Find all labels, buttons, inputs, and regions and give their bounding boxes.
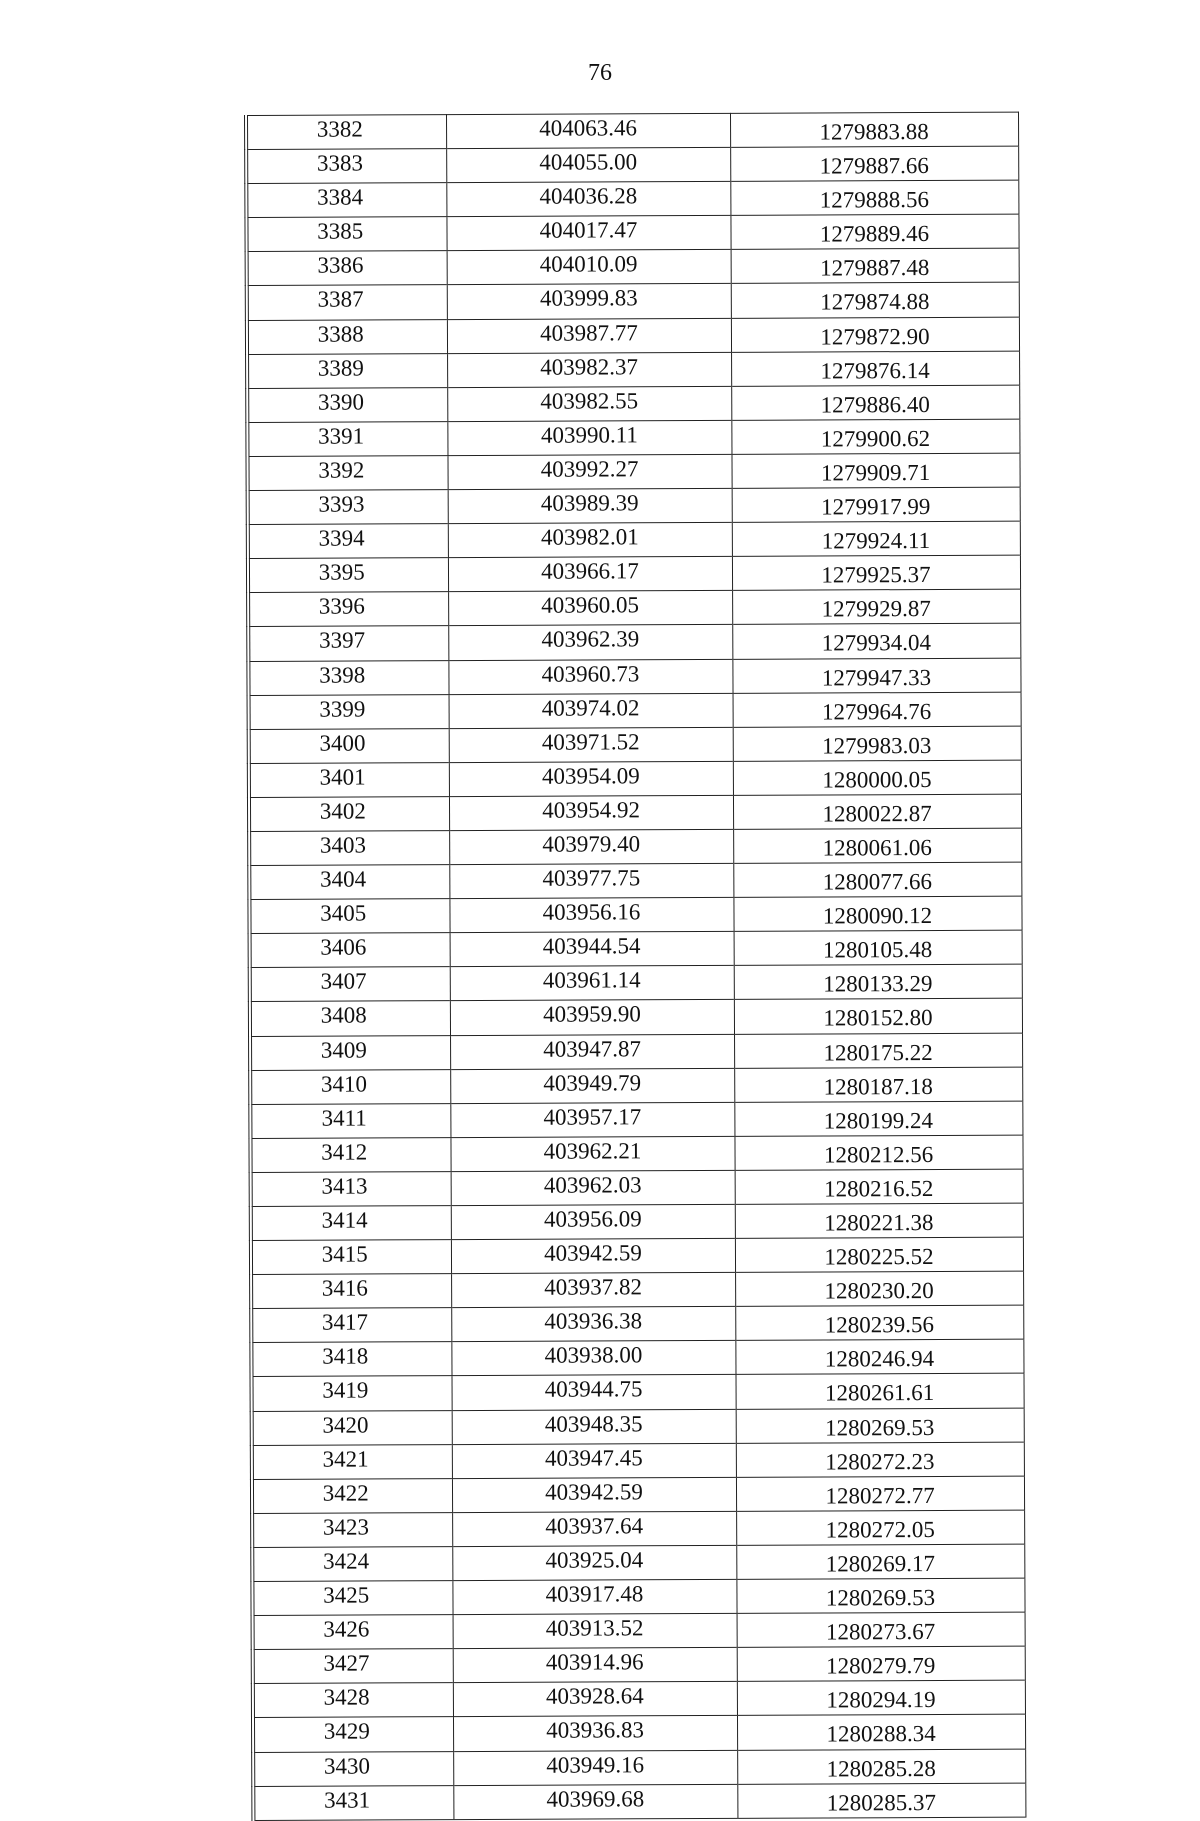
- x-coordinate-cell: 403954.92: [449, 795, 733, 830]
- point-number-cell: 3392: [247, 456, 447, 491]
- x-coordinate-cell: 403966.17: [448, 557, 732, 592]
- x-coordinate-cell: 404055.00: [446, 147, 730, 182]
- y-coordinate-cell: 1280269.53: [736, 1578, 1024, 1613]
- table-row: [247, 283, 1019, 320]
- x-coordinate-cell: 403942.59: [451, 1238, 735, 1273]
- point-number-cell: 3394: [248, 524, 448, 559]
- y-coordinate-cell: 1279886.40: [731, 385, 1019, 420]
- point-number-cell: 3430: [253, 1751, 453, 1786]
- table-row: [250, 1135, 1022, 1172]
- y-coordinate-cell: 1280221.38: [735, 1203, 1023, 1238]
- table-row: [246, 112, 1018, 149]
- y-coordinate-cell: 1279964.76: [733, 692, 1021, 727]
- x-coordinate-cell: 403987.77: [447, 318, 731, 353]
- coordinates-table: [244, 112, 1026, 1821]
- x-coordinate-cell: 403938.00: [451, 1341, 735, 1376]
- x-coordinate-cell: 403977.75: [449, 863, 733, 898]
- table-row: [247, 248, 1019, 285]
- point-number-cell: 3387: [247, 285, 447, 320]
- x-coordinate-cell: 403992.27: [447, 454, 731, 489]
- y-coordinate-cell: 1279876.14: [731, 351, 1019, 386]
- x-coordinate-cell: 404010.09: [447, 250, 731, 285]
- point-number-cell: 3403: [249, 831, 449, 866]
- x-coordinate-cell: 403949.16: [453, 1750, 737, 1785]
- table-row: [253, 1646, 1025, 1683]
- y-coordinate-cell: 1280294.19: [737, 1680, 1025, 1715]
- point-number-cell: 3427: [253, 1649, 453, 1684]
- y-coordinate-cell: 1280061.06: [733, 828, 1021, 863]
- point-number-cell: 3412: [250, 1137, 450, 1172]
- y-coordinate-cell: 1279925.37: [732, 555, 1020, 590]
- x-coordinate-cell: 403944.54: [450, 932, 734, 967]
- x-coordinate-cell: 403954.09: [449, 761, 733, 796]
- y-coordinate-cell: 1280000.05: [733, 760, 1021, 795]
- x-coordinate-cell: 403947.45: [452, 1443, 736, 1478]
- y-coordinate-cell: 1279924.11: [732, 521, 1020, 556]
- table-row: [247, 317, 1019, 354]
- table-row: [250, 1067, 1022, 1104]
- y-coordinate-cell: 1280212.56: [734, 1135, 1022, 1170]
- point-number-cell: 3417: [251, 1308, 451, 1343]
- point-number-cell: 3420: [252, 1410, 452, 1445]
- point-number-cell: 3429: [253, 1717, 453, 1752]
- point-number-cell: 3388: [247, 319, 447, 354]
- point-number-cell: 3413: [251, 1172, 451, 1207]
- y-coordinate-cell: 1280285.37: [737, 1783, 1025, 1818]
- table-row: [251, 1271, 1023, 1308]
- x-coordinate-cell: 403962.03: [451, 1170, 735, 1205]
- y-coordinate-cell: 1280272.23: [736, 1442, 1024, 1477]
- page-number: 76: [588, 60, 612, 86]
- point-number-cell: 3385: [246, 217, 446, 252]
- y-coordinate-cell: 1279887.48: [731, 248, 1019, 283]
- x-coordinate-cell: 403913.52: [453, 1613, 737, 1648]
- table-row: [248, 589, 1020, 626]
- point-number-cell: 3408: [250, 1001, 450, 1036]
- x-coordinate-cell: 403990.11: [447, 420, 731, 455]
- point-number-cell: 3383: [246, 149, 446, 184]
- point-number-cell: 3422: [252, 1478, 452, 1513]
- table-row: [253, 1715, 1025, 1752]
- y-coordinate-cell: 1279934.04: [732, 624, 1020, 659]
- table-row: [252, 1578, 1024, 1615]
- table-row: [247, 351, 1019, 388]
- table-row: [249, 760, 1021, 797]
- y-coordinate-cell: 1279888.56: [730, 180, 1018, 215]
- table-row: [251, 1305, 1023, 1342]
- table-row: [248, 555, 1020, 592]
- y-coordinate-cell: 1279947.33: [732, 658, 1020, 693]
- y-coordinate-cell: 1280230.20: [735, 1271, 1023, 1306]
- x-coordinate-cell: 403944.75: [452, 1375, 736, 1410]
- point-number-cell: 3428: [253, 1683, 453, 1718]
- table-row: [249, 726, 1021, 763]
- point-number-cell: 3382: [246, 115, 446, 150]
- table-row: [253, 1612, 1025, 1649]
- x-coordinate-cell: 403947.87: [450, 1034, 734, 1069]
- point-number-cell: 3431: [253, 1785, 453, 1820]
- x-coordinate-cell: 403989.39: [448, 488, 732, 523]
- table-row: [246, 214, 1018, 251]
- x-coordinate-cell: 403982.37: [447, 352, 731, 387]
- table-row: [251, 1339, 1023, 1376]
- y-coordinate-cell: 1280175.22: [734, 1033, 1022, 1068]
- table-row: [248, 658, 1020, 695]
- y-coordinate-cell: 1279887.66: [730, 146, 1018, 181]
- y-coordinate-cell: 1280216.52: [735, 1169, 1023, 1204]
- y-coordinate-cell: 1279900.62: [731, 419, 1019, 454]
- table-row: [251, 1203, 1023, 1240]
- table-row: [249, 692, 1021, 729]
- y-coordinate-cell: 1279909.71: [731, 453, 1019, 488]
- table-row: [251, 1169, 1023, 1206]
- x-coordinate-cell: 403917.48: [452, 1579, 736, 1614]
- table-row: [250, 964, 1022, 1001]
- x-coordinate-cell: 403914.96: [453, 1648, 737, 1683]
- x-coordinate-cell: 403949.79: [450, 1068, 734, 1103]
- x-coordinate-cell: 404017.47: [446, 216, 730, 251]
- point-number-cell: 3426: [253, 1615, 453, 1650]
- point-number-cell: 3389: [247, 353, 447, 388]
- point-number-cell: 3409: [250, 1035, 450, 1070]
- table-row: [252, 1408, 1024, 1445]
- x-coordinate-cell: 403982.55: [447, 386, 731, 421]
- table-row: [252, 1476, 1024, 1513]
- point-number-cell: 3402: [249, 796, 449, 831]
- x-coordinate-cell: 404063.46: [446, 113, 730, 148]
- x-coordinate-cell: 403962.21: [450, 1136, 734, 1171]
- x-coordinate-cell: 403956.09: [451, 1204, 735, 1239]
- y-coordinate-cell: 1280273.67: [737, 1612, 1025, 1647]
- point-number-cell: 3419: [252, 1376, 452, 1411]
- table-row: [250, 1033, 1022, 1070]
- point-number-cell: 3393: [248, 490, 448, 525]
- y-coordinate-cell: 1280199.24: [734, 1101, 1022, 1136]
- y-coordinate-cell: 1279917.99: [732, 487, 1020, 522]
- x-coordinate-cell: 403936.38: [451, 1307, 735, 1342]
- y-coordinate-cell: 1280269.17: [736, 1544, 1024, 1579]
- x-coordinate-cell: 403971.52: [449, 727, 733, 762]
- table-row: [252, 1544, 1024, 1581]
- y-coordinate-cell: 1280285.28: [737, 1749, 1025, 1784]
- y-coordinate-cell: 1279872.90: [731, 317, 1019, 352]
- y-coordinate-cell: 1280261.61: [736, 1374, 1024, 1409]
- y-coordinate-cell: 1280272.05: [736, 1510, 1024, 1545]
- table-row: [246, 180, 1018, 217]
- table-row: [248, 487, 1020, 524]
- table-row: [250, 1101, 1022, 1138]
- x-coordinate-cell: 403960.05: [448, 591, 732, 626]
- table-row: [250, 930, 1022, 967]
- point-number-cell: 3406: [250, 933, 450, 968]
- y-coordinate-cell: 1280187.18: [734, 1067, 1022, 1102]
- point-number-cell: 3418: [251, 1342, 451, 1377]
- point-number-cell: 3405: [249, 899, 449, 934]
- table-row: [253, 1783, 1025, 1820]
- x-coordinate-cell: 403942.59: [452, 1477, 736, 1512]
- y-coordinate-cell: 1279889.46: [730, 214, 1018, 249]
- x-coordinate-cell: 403959.90: [450, 1000, 734, 1035]
- table-row: [251, 1237, 1023, 1274]
- x-coordinate-cell: 403969.68: [453, 1784, 737, 1819]
- x-coordinate-cell: 403937.82: [451, 1273, 735, 1308]
- y-coordinate-cell: 1280269.53: [736, 1408, 1024, 1443]
- table-row: [247, 453, 1019, 490]
- point-number-cell: 3421: [252, 1444, 452, 1479]
- y-coordinate-cell: 1280225.52: [735, 1237, 1023, 1272]
- point-number-cell: 3384: [246, 183, 446, 218]
- x-coordinate-cell: 403956.16: [449, 898, 733, 933]
- x-coordinate-cell: 403937.64: [452, 1511, 736, 1546]
- point-number-cell: 3398: [248, 660, 448, 695]
- table-row: [248, 624, 1020, 661]
- point-number-cell: 3390: [247, 387, 447, 422]
- table-row: [252, 1442, 1024, 1479]
- x-coordinate-cell: 403961.14: [450, 966, 734, 1001]
- y-coordinate-cell: 1280090.12: [733, 896, 1021, 931]
- x-coordinate-cell: 403962.39: [448, 625, 732, 660]
- coordinates-table-body: [246, 112, 1025, 1820]
- y-coordinate-cell: 1280272.77: [736, 1476, 1024, 1511]
- x-coordinate-cell: 403999.83: [447, 284, 731, 319]
- table-row: [249, 794, 1021, 831]
- table-row: [250, 999, 1022, 1036]
- point-number-cell: 3414: [251, 1206, 451, 1241]
- x-coordinate-cell: 403928.64: [453, 1682, 737, 1717]
- table-row: [247, 419, 1019, 456]
- table-row: [249, 896, 1021, 933]
- point-number-cell: 3423: [252, 1512, 452, 1547]
- y-coordinate-cell: 1279929.87: [732, 589, 1020, 624]
- table-row: [252, 1510, 1024, 1547]
- point-number-cell: 3416: [251, 1274, 451, 1309]
- x-coordinate-cell: 403948.35: [452, 1409, 736, 1444]
- x-coordinate-cell: 403982.01: [448, 523, 732, 558]
- point-number-cell: 3391: [247, 421, 447, 456]
- point-number-cell: 3411: [250, 1103, 450, 1138]
- point-number-cell: 3386: [247, 251, 447, 286]
- x-coordinate-cell: 403957.17: [450, 1102, 734, 1137]
- y-coordinate-cell: 1279874.88: [731, 283, 1019, 318]
- table-row: [246, 146, 1018, 183]
- x-coordinate-cell: 403960.73: [448, 659, 732, 694]
- table-row: [253, 1680, 1025, 1717]
- point-number-cell: 3400: [249, 728, 449, 763]
- y-coordinate-cell: 1280133.29: [734, 964, 1022, 999]
- point-number-cell: 3397: [248, 626, 448, 661]
- point-number-cell: 3415: [251, 1240, 451, 1275]
- point-number-cell: 3425: [252, 1581, 452, 1616]
- point-number-cell: 3410: [250, 1069, 450, 1104]
- table-row: [252, 1374, 1024, 1411]
- x-coordinate-cell: 403979.40: [449, 829, 733, 864]
- point-number-cell: 3399: [249, 694, 449, 729]
- y-coordinate-cell: 1279983.03: [733, 726, 1021, 761]
- point-number-cell: 3404: [249, 865, 449, 900]
- point-number-cell: 3424: [252, 1547, 452, 1582]
- x-coordinate-cell: 403936.83: [453, 1716, 737, 1751]
- y-coordinate-cell: 1279883.88: [730, 112, 1018, 147]
- table-row: [247, 385, 1019, 422]
- x-coordinate-cell: 403925.04: [452, 1545, 736, 1580]
- y-coordinate-cell: 1280152.80: [734, 999, 1022, 1034]
- point-number-cell: 3401: [249, 762, 449, 797]
- x-coordinate-cell: 404036.28: [446, 182, 730, 217]
- y-coordinate-cell: 1280239.56: [735, 1305, 1023, 1340]
- point-number-cell: 3407: [250, 967, 450, 1002]
- table-row: [249, 862, 1021, 899]
- table-row: [253, 1749, 1025, 1786]
- x-coordinate-cell: 403974.02: [449, 693, 733, 728]
- y-coordinate-cell: 1280022.87: [733, 794, 1021, 829]
- y-coordinate-cell: 1280077.66: [733, 862, 1021, 897]
- y-coordinate-cell: 1280246.94: [735, 1339, 1023, 1374]
- y-coordinate-cell: 1280279.79: [737, 1646, 1025, 1681]
- table-row: [248, 521, 1020, 558]
- table-row: [249, 828, 1021, 865]
- y-coordinate-cell: 1280288.34: [737, 1715, 1025, 1750]
- y-coordinate-cell: 1280105.48: [734, 930, 1022, 965]
- point-number-cell: 3395: [248, 558, 448, 593]
- point-number-cell: 3396: [248, 592, 448, 627]
